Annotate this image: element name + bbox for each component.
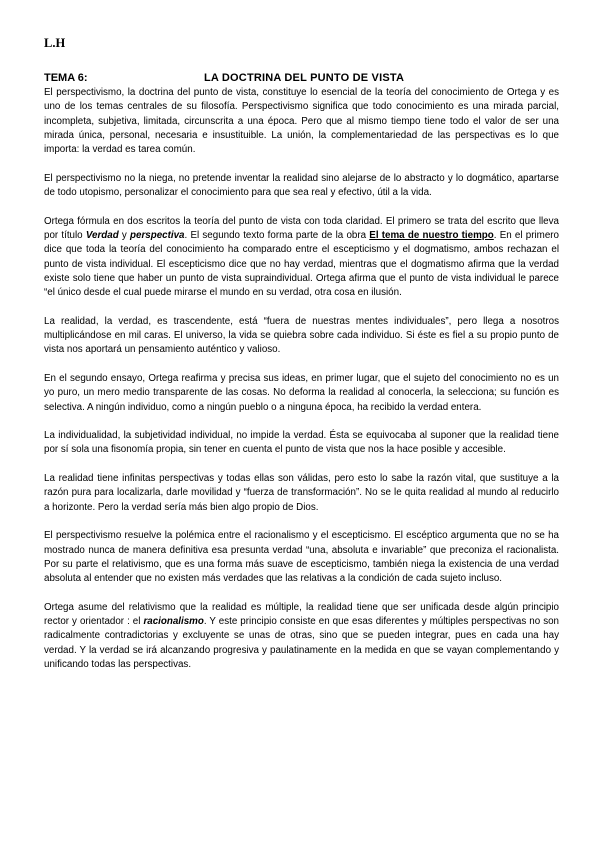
- emphasis-text: contradictorias: [104, 630, 169, 642]
- emphasis-text: dogmatismo: [410, 258, 465, 270]
- body-text: se irá: [129, 644, 161, 656]
- body-text: es: [122, 144, 139, 156]
- emphasis-text: perspectivismo: [55, 172, 122, 184]
- body-text: y: [69, 615, 80, 627]
- emphasis-text: teoría del punto de vista: [194, 215, 301, 227]
- body-text: ha: [224, 244, 243, 256]
- body-text: , personalizar el conocimiento para que sea real y efectivo, útil a la vida.: [119, 187, 432, 199]
- body-text: y precisa sus: [217, 372, 282, 384]
- author-initials: L.H: [44, 36, 66, 50]
- emphasis-text: razón vital: [427, 473, 474, 485]
- paragraph: [44, 529, 559, 586]
- body-text: , la realidad tiene que: [299, 601, 403, 613]
- paragraph: [44, 372, 559, 415]
- emphasis-text: racionalismo: [143, 615, 204, 627]
- emphasis-text: dogmatismo: [413, 244, 468, 256]
- emphasis-text: una, absoluta e invariable: [309, 544, 424, 556]
- emphasis-text: ideas: [281, 372, 306, 384]
- emphasis-text: fuerza de transformación: [246, 487, 356, 499]
- body-text: , es: [148, 315, 174, 327]
- emphasis-text: realidad: [58, 473, 94, 485]
- paragraph: [44, 215, 559, 301]
- body-text: , la: [95, 315, 119, 327]
- body-text: la: [180, 215, 195, 227]
- body-text: desde algún: [459, 601, 523, 613]
- emphasis-text: consiste: [279, 615, 316, 627]
- emphasis-text: asume del relativismo: [78, 601, 176, 613]
- emphasis-text: alcanzando: [160, 644, 211, 656]
- emphasis-text: orientador: [79, 615, 125, 627]
- body-text: resuelve la: [121, 530, 176, 542]
- emphasis-text: realidad: [211, 601, 247, 613]
- body-text: y excluyente se unas de otras, sino que se: [168, 630, 378, 642]
- body-text: La: [44, 430, 59, 442]
- emphasis-text: realidad: [60, 315, 96, 327]
- emphasis-text: perspectivismo: [56, 87, 122, 98]
- emphasis-text: niega la existencia de una verdad absoluta: [44, 558, 560, 585]
- body-text: afirma que la verdad existe solo tiene que haber un punto de vista: [44, 258, 559, 284]
- body-text: ”. No se le quita realidad al mundo al reducirlo a horizonte. Pero la verdad sería más bien algo propio de Dios.: [44, 487, 559, 513]
- body-text: , incompleta, subjetiva, limitada, circunscrita a una época. Pero que al mismo tiempo: [44, 101, 560, 127]
- emphasis-text: tiene todo el valor de ser una mirada única: [44, 115, 560, 141]
- emphasis-text: utopismo: [79, 187, 120, 199]
- paragraph: [44, 315, 559, 358]
- emphasis-text: todo conocimiento es una mirada parcial: [372, 101, 557, 113]
- body-text: entre el racionalismo y el escepticismo. El: [214, 530, 407, 542]
- emphasis-text: universo: [185, 330, 223, 342]
- body-text: no la niega, no pretende: [121, 172, 235, 184]
- body-text: La: [44, 473, 59, 485]
- body-text: al entender que no existen más verdades que las relativas a la condición de cada sujeto incluso.: [81, 573, 503, 585]
- emphasis-text: verdad: [92, 144, 123, 156]
- emphasis-text: teoría del conocimiento: [120, 244, 225, 256]
- paragraph: [44, 86, 559, 157]
- emphasis-text: individualidad: [58, 430, 118, 442]
- body-text: entre el: [291, 244, 334, 256]
- body-text: sino alejarse de lo: [318, 172, 405, 184]
- body-text: dice que toda la: [44, 244, 121, 256]
- body-text: y lo: [444, 172, 467, 184]
- body-text: . Ortega afirma que el punto de vista individual le parece “el único desde el cual puede mirarse el mundo en su verdad, otra cosa en ilusión.: [44, 272, 559, 299]
- body-text: La: [44, 315, 61, 327]
- body-text: , la subjetividad individual, no impide la verdad. Ésta se equivocaba al suponer que la realidad tiene por sí sola una fisonomía propia, sin tener en cuenta el punto de vista que nos la hace posible y accesible.: [44, 430, 559, 456]
- paragraph: [44, 429, 559, 458]
- body-text: es: [246, 601, 266, 613]
- body-text: .: [192, 144, 196, 156]
- emphasis-text: verdad: [99, 644, 130, 656]
- emphasis-text: rechazan: [507, 244, 548, 256]
- emphasis-text: escepticismo: [333, 244, 390, 256]
- body-text: nunca de manera definitiva esa presunta verdad “: [84, 544, 310, 556]
- emphasis-text: relativismo: [112, 558, 159, 570]
- body-text: , la doctrina del punto de vista, constituye lo esencial de la teoría del conocimiento de Ortega y es uno de los temas centrales de su filosofía. Perspectivismo significa que: [44, 87, 559, 113]
- paragraph: [44, 601, 559, 672]
- body-text: Ortega: [44, 601, 79, 613]
- emphasis-text: principio rector: [44, 601, 559, 627]
- body-text: , pues en cada una hay verdad. Y la: [44, 630, 560, 656]
- emphasis-text: verdad: [118, 315, 149, 327]
- topic-number: TEMA 6:: [44, 72, 88, 84]
- emphasis-text: reafirma: [181, 372, 218, 384]
- body-text: el punto de vista individual. El: [44, 244, 560, 270]
- emphasis-text: supraindividual: [244, 272, 311, 284]
- body-text: y el: [389, 244, 414, 256]
- body-text: , que es una forma más suave de escepticismo, también: [158, 558, 411, 570]
- emphasis-text: escepticismo: [168, 258, 226, 270]
- body-text: . Y este principio: [203, 615, 280, 627]
- emphasis-text: dogmático: [466, 172, 512, 184]
- emphasis-text: sujeto del conocimiento no es un yo puro: [44, 372, 559, 399]
- emphasis-text: polémica: [175, 530, 215, 542]
- body-text: dice que no hay verdad, mientras que el: [225, 258, 411, 270]
- body-text: En el: [44, 372, 71, 384]
- emphasis-text: no se ha mostrado: [44, 530, 559, 556]
- emphasis-text: dos escritos: [127, 215, 181, 227]
- emphasis-text: múltiple: [265, 601, 300, 613]
- body-text: , personal, necesaria e insustituible. La unión, la complementariedad de las perspectivas es lo que importa: la: [44, 129, 559, 156]
- body-text: en que esas diferentes y: [315, 615, 430, 627]
- emphasis-text: primero: [525, 229, 559, 241]
- body-text: ” que preconiza el racionalista. Por su parte el: [44, 544, 559, 570]
- body-text: que la: [175, 601, 212, 613]
- emphasis-text: perspectiva: [130, 229, 185, 241]
- body-text: : el: [124, 615, 144, 627]
- body-text: progresiva y paulatinamente en la medida en que se vayan complementando y unificando todas las perspectivas.: [44, 644, 559, 670]
- body-text: son radicalmente: [44, 615, 559, 642]
- body-text: . El segundo texto forma parte de la obra: [184, 229, 370, 241]
- body-text: , Ortega: [142, 372, 182, 384]
- paragraph: [44, 472, 559, 515]
- emphasis-text: trascendente: [173, 315, 231, 327]
- emphasis-text: abstracto: [404, 172, 445, 184]
- body-text: , un mero medio transparente de las cosas. No deforma la realidad al conocerla, la selecciona; su función es selectiva. A ningún individuo, como a ningún pueblo o a ninguna época, ha recibido la verdad entera.: [44, 387, 559, 413]
- emphasis-text: tarea común: [138, 144, 193, 156]
- body-text: El: [44, 530, 56, 542]
- emphasis-text: escéptico: [406, 530, 448, 542]
- paragraph: [44, 172, 559, 201]
- emphasis-text: perspectivismo: [55, 530, 122, 542]
- body-text: tiene infinitas perspectivas y todas ellas son válidas, pero esto lo sabe la: [93, 473, 428, 485]
- emphasis-text: múltiples perspectivas no: [429, 615, 541, 627]
- body-text: , que sustituye a la razón pura para localizarla, darle movilidad y “: [44, 473, 559, 499]
- emphasis-text: comparado: [242, 244, 292, 256]
- body-text: El: [44, 172, 56, 184]
- body-text: argumenta que: [447, 530, 521, 542]
- emphasis-text: Verdad: [85, 229, 119, 241]
- body-text: Ortega fórmula en: [44, 215, 128, 227]
- emphasis-text: El tema de nuestro tiempo: [369, 229, 494, 241]
- document-body: [44, 86, 559, 686]
- body-text: , ambos: [467, 244, 508, 256]
- body-text: , está “fuera de nuestras mentes individuales”, pero llega a nosotros multiplicándose en mil caras. El: [44, 315, 559, 342]
- emphasis-text: ser unificada: [402, 601, 460, 613]
- emphasis-text: segundo ensayo: [70, 372, 143, 384]
- body-text: , apartarse de todo: [44, 172, 559, 199]
- emphasis-text: inventar la realidad: [234, 172, 319, 184]
- body-text: con toda claridad. El primero se trata del escrito que lleva por título: [44, 215, 559, 241]
- body-text: , en primer lugar, que el: [305, 372, 414, 384]
- body-text: y: [118, 229, 131, 241]
- body-text: , la vida se quiebra sobre cada individuo. Si éste es fiel a su propio punto de vista nos aportará un pensamiento auténtico y valioso.: [44, 330, 559, 356]
- emphasis-text: pueden integrar: [377, 630, 448, 642]
- body-text: . En el: [493, 229, 526, 241]
- topic-title: LA DOCTRINA DEL PUNTO DE VISTA: [204, 72, 405, 84]
- body-text: El: [44, 87, 57, 98]
